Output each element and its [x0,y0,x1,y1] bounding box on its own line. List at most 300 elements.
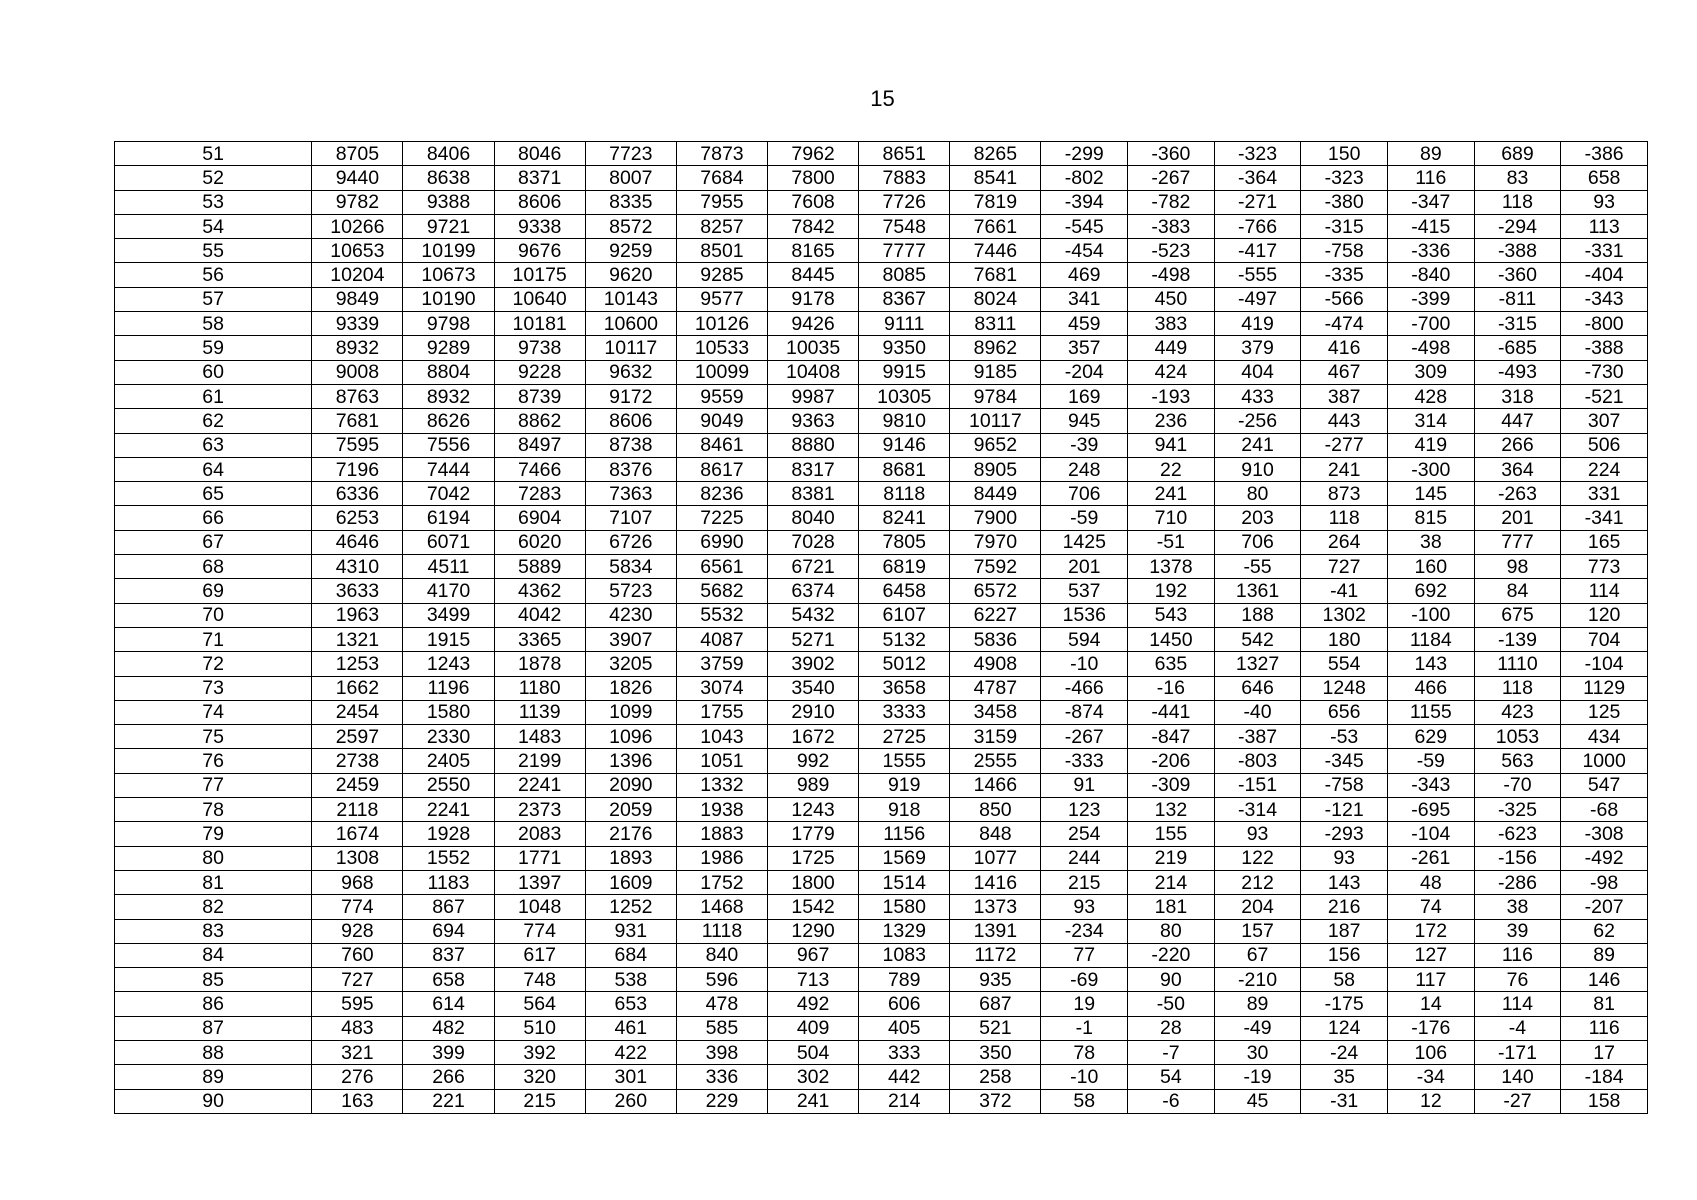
table-cell: 2241 [403,798,494,822]
table-cell: 7028 [768,530,859,554]
table-cell: 7661 [950,214,1041,238]
table-cell: 967 [768,943,859,967]
table-cell: -498 [1128,263,1215,287]
table-cell: 8445 [768,263,859,287]
table-cell: 547 [1561,773,1648,797]
table-cell: 8367 [859,287,950,311]
table-cell: 3333 [859,700,950,724]
table-cell: 9178 [768,287,859,311]
table-cell: 163 [312,1089,403,1113]
table-cell: 848 [950,822,1041,846]
table-cell: 307 [1561,409,1648,433]
table-cell: 8497 [494,433,585,457]
table-cell: -545 [1041,214,1128,238]
table-cell: -68 [1561,798,1648,822]
table-cell: 90 [1128,968,1215,992]
table-cell: -50 [1128,992,1215,1016]
table-row [115,142,1648,166]
table-cell: 2373 [494,798,585,822]
table-cell: 2118 [312,798,403,822]
table-cell: 727 [312,968,403,992]
table-cell: 1542 [768,895,859,919]
table-cell: 165 [1561,530,1648,554]
table-cell: 180 [1301,627,1388,651]
table-cell: 629 [1388,725,1475,749]
table-cell: 187 [1301,919,1388,943]
row-label-cell: 76 [115,749,312,773]
table-cell: 1483 [494,725,585,749]
table-cell: 1139 [494,700,585,724]
table-cell: 9810 [859,409,950,433]
table-cell: 258 [950,1065,1041,1089]
table-cell: 1252 [585,895,676,919]
table-cell: -24 [1301,1040,1388,1064]
table-cell: -800 [1561,312,1648,336]
table-cell: 506 [1561,433,1648,457]
table-cell: 1172 [950,943,1041,967]
table-cell: 6253 [312,506,403,530]
table-cell: 7556 [403,433,494,457]
table-cell: 3205 [585,652,676,676]
table-cell: 35 [1301,1065,1388,1089]
table-cell: 39 [1474,919,1561,943]
table-cell: 1752 [676,870,767,894]
table-cell: -782 [1128,190,1215,214]
table-cell: 9388 [403,190,494,214]
table-cell: 160 [1388,555,1475,579]
table-cell: 1938 [676,798,767,822]
table-cell: -399 [1388,287,1475,311]
table-cell: 5682 [676,579,767,603]
table-cell: 7446 [950,239,1041,263]
table-cell: 564 [494,992,585,1016]
table-cell: 30 [1214,1040,1301,1064]
table-cell: 7444 [403,457,494,481]
table-cell: 67 [1214,943,1301,967]
table-cell: 116 [1388,166,1475,190]
table-cell: 12 [1388,1089,1475,1113]
table-cell: -623 [1474,822,1561,846]
table-cell: 8606 [585,409,676,433]
table-cell: -1 [1041,1016,1128,1040]
table-cell: 617 [494,943,585,967]
table-cell: 1883 [676,822,767,846]
table-cell: 1397 [494,870,585,894]
table-cell: 117 [1388,968,1475,992]
table-cell: -360 [1128,142,1215,166]
table-cell: -204 [1041,360,1128,384]
row-label-cell: 73 [115,676,312,700]
table-cell: -323 [1214,142,1301,166]
table-cell: 9350 [859,336,950,360]
table-cell: 9146 [859,433,950,457]
table-cell: 5132 [859,627,950,651]
table-cell: 204 [1214,895,1301,919]
table-cell: 1129 [1561,676,1648,700]
row-label-cell: 66 [115,506,312,530]
table-cell: 241 [1214,433,1301,457]
table-row [115,603,1648,627]
table-cell: 155 [1128,822,1215,846]
table-cell: 483 [312,1016,403,1040]
table-cell: 4511 [403,555,494,579]
table-cell: 1963 [312,603,403,627]
table-cell: -840 [1388,263,1475,287]
table-cell: 910 [1214,457,1301,481]
table-cell: 1674 [312,822,403,846]
table-cell: 748 [494,968,585,992]
table-cell: -19 [1214,1065,1301,1089]
table-cell: 7726 [859,190,950,214]
table-cell: 7608 [768,190,859,214]
table-cell: 1725 [768,846,859,870]
table-cell: -380 [1301,190,1388,214]
table-cell: 1302 [1301,603,1388,627]
table-cell: 10640 [494,287,585,311]
table-cell: 93 [1301,846,1388,870]
table-cell: 17 [1561,1040,1648,1064]
table-cell: 9738 [494,336,585,360]
table-cell: -315 [1474,312,1561,336]
table-cell: -286 [1474,870,1561,894]
table-cell: -40 [1214,700,1301,724]
table-cell: -206 [1128,749,1215,773]
table-cell: 10117 [585,336,676,360]
table-cell: -811 [1474,287,1561,311]
table-cell: 1043 [676,725,767,749]
table-cell: 9259 [585,239,676,263]
table-cell: 123 [1041,798,1128,822]
table-cell: -294 [1474,214,1561,238]
table-cell: 478 [676,992,767,1016]
row-label-cell: 88 [115,1040,312,1064]
table-cell: 8905 [950,457,1041,481]
table-cell: 7283 [494,482,585,506]
table-cell: -345 [1301,749,1388,773]
table-cell: 181 [1128,895,1215,919]
table-row [115,652,1648,676]
table-cell: 125 [1561,700,1648,724]
table-cell: -193 [1128,384,1215,408]
row-label-cell: 51 [115,142,312,166]
row-label-cell: 84 [115,943,312,967]
table-cell: 447 [1474,409,1561,433]
row-label-cell: 60 [115,360,312,384]
table-cell: 2405 [403,749,494,773]
table-row [115,384,1648,408]
table-row [115,700,1648,724]
table-cell: 2550 [403,773,494,797]
table-cell: 658 [403,968,494,992]
table-cell: 214 [859,1089,950,1113]
table-cell: 1290 [768,919,859,943]
table-cell: 941 [1128,433,1215,457]
table-cell: -207 [1561,895,1648,919]
table-cell: 379 [1214,336,1301,360]
table-cell: 1327 [1214,652,1301,676]
row-label-cell: 69 [115,579,312,603]
table-cell: 8626 [403,409,494,433]
table-cell: 302 [768,1065,859,1089]
table-cell: 542 [1214,627,1301,651]
table-cell: 116 [1474,943,1561,967]
table-cell: 8572 [585,214,676,238]
table-cell: 266 [403,1065,494,1089]
table-cell: 492 [768,992,859,1016]
table-cell: 1155 [1388,700,1475,724]
table-cell: 244 [1041,846,1128,870]
table-cell: 1425 [1041,530,1128,554]
table-row [115,968,1648,992]
table-cell: 704 [1561,627,1648,651]
table-cell: 10533 [676,336,767,360]
table-cell: -51 [1128,530,1215,554]
table-cell: 6726 [585,530,676,554]
table-cell: 10099 [676,360,767,384]
table-cell: 7962 [768,142,859,166]
table-cell: 1580 [403,700,494,724]
table-cell: -263 [1474,482,1561,506]
table-cell: 132 [1128,798,1215,822]
table-cell: 8541 [950,166,1041,190]
table-cell: 3907 [585,627,676,651]
table-row [115,166,1648,190]
table-row [115,506,1648,530]
table-cell: 614 [403,992,494,1016]
table-cell: 1416 [950,870,1041,894]
table-cell: 7196 [312,457,403,481]
table-cell: 6572 [950,579,1041,603]
table-cell: 10204 [312,263,403,287]
table-cell: 405 [859,1016,950,1040]
table-cell: -100 [1388,603,1475,627]
table-cell: -343 [1388,773,1475,797]
table-cell: -474 [1301,312,1388,336]
table-cell: 1536 [1041,603,1128,627]
table-cell: 1048 [494,895,585,919]
table-cell: 219 [1128,846,1215,870]
row-label-cell: 83 [115,919,312,943]
table-cell: 656 [1301,700,1388,724]
table-cell: 320 [494,1065,585,1089]
table-cell: 7684 [676,166,767,190]
table-cell: 77 [1041,943,1128,967]
table-cell: 2241 [494,773,585,797]
table-cell: 7955 [676,190,767,214]
table-cell: -315 [1301,214,1388,238]
table-cell: 10266 [312,214,403,238]
table-cell: 10126 [676,312,767,336]
table-row [115,214,1648,238]
table-cell: -27 [1474,1089,1561,1113]
table-cell: 482 [403,1016,494,1040]
table-cell: -156 [1474,846,1561,870]
table-cell: 8046 [494,142,585,166]
table-row [115,798,1648,822]
table-cell: 89 [1561,943,1648,967]
table-row [115,992,1648,1016]
table-cell: 4230 [585,603,676,627]
table-cell: 6904 [494,506,585,530]
table-cell: 7042 [403,482,494,506]
table-cell: 9652 [950,433,1041,457]
table-cell: -34 [1388,1065,1475,1089]
row-label-cell: 53 [115,190,312,214]
table-cell: 236 [1128,409,1215,433]
table-cell: 9782 [312,190,403,214]
table-cell: 4787 [950,676,1041,700]
table-cell: 383 [1128,312,1215,336]
table-cell: 276 [312,1065,403,1089]
table-cell: 8804 [403,360,494,384]
table-cell: 466 [1388,676,1475,700]
table-cell: 935 [950,968,1041,992]
table-cell: 1118 [676,919,767,943]
table-cell: -6 [1128,1089,1215,1113]
table-cell: 260 [585,1089,676,1113]
table-cell: 504 [768,1040,859,1064]
table-cell: 321 [312,1040,403,1064]
table-cell: 2199 [494,749,585,773]
table-cell: -4 [1474,1016,1561,1040]
table-cell: 140 [1474,1065,1561,1089]
table-cell: -16 [1128,676,1215,700]
table-cell: 9849 [312,287,403,311]
row-label-cell: 74 [115,700,312,724]
table-cell: 710 [1128,506,1215,530]
table-cell: 118 [1301,506,1388,530]
table-cell: 203 [1214,506,1301,530]
table-cell: -388 [1561,336,1648,360]
table-cell: 6071 [403,530,494,554]
table-cell: -267 [1128,166,1215,190]
table-cell: -566 [1301,287,1388,311]
table-cell: 594 [1041,627,1128,651]
table-cell: 423 [1474,700,1561,724]
table-cell: 1552 [403,846,494,870]
table-cell: 241 [1301,457,1388,481]
table-cell: 1196 [403,676,494,700]
table-cell: -341 [1561,506,1648,530]
table-cell: 38 [1474,895,1561,919]
table-cell: 1184 [1388,627,1475,651]
table-cell: 449 [1128,336,1215,360]
table-cell: 3759 [676,652,767,676]
table-cell: 114 [1561,579,1648,603]
table-cell: 595 [312,992,403,1016]
table-cell: 28 [1128,1016,1215,1040]
table-cell: -335 [1301,263,1388,287]
table-cell: 7883 [859,166,950,190]
table-cell: 336 [676,1065,767,1089]
table-cell: 2083 [494,822,585,846]
table-cell: 3159 [950,725,1041,749]
table-cell: 469 [1041,263,1128,287]
table-cell: 1180 [494,676,585,700]
table-cell: 2738 [312,749,403,773]
row-label-cell: 78 [115,798,312,822]
table-cell: 7595 [312,433,403,457]
table-cell: 10181 [494,312,585,336]
table-cell: -555 [1214,263,1301,287]
table-cell: -300 [1388,457,1475,481]
table-cell: 7819 [950,190,1041,214]
table-cell: 309 [1388,360,1475,384]
table-cell: 38 [1388,530,1475,554]
table-cell: 467 [1301,360,1388,384]
table-cell: -59 [1041,506,1128,530]
row-label-cell: 80 [115,846,312,870]
table-cell: 706 [1214,530,1301,554]
table-row [115,336,1648,360]
table-cell: 9784 [950,384,1041,408]
table-cell: 3499 [403,603,494,627]
table-cell: 98 [1474,555,1561,579]
table-cell: -700 [1388,312,1475,336]
table-cell: 585 [676,1016,767,1040]
table-cell: 172 [1388,919,1475,943]
table-cell: -343 [1561,287,1648,311]
table-cell: 10653 [312,239,403,263]
table-cell: 8381 [768,482,859,506]
table-cell: 8024 [950,287,1041,311]
table-cell: 8932 [403,384,494,408]
table-cell: 8638 [403,166,494,190]
table-cell: -184 [1561,1065,1648,1089]
table-cell: 4042 [494,603,585,627]
table-cell: 54 [1128,1065,1215,1089]
table-cell: 404 [1214,360,1301,384]
table-cell: 6990 [676,530,767,554]
table-cell: 83 [1474,166,1561,190]
table-cell: 1051 [676,749,767,773]
table-cell: 76 [1474,968,1561,992]
table-cell: 1609 [585,870,676,894]
table-cell: 214 [1128,870,1215,894]
table-cell: -333 [1041,749,1128,773]
table-cell: 9987 [768,384,859,408]
table-cell: -10 [1041,1065,1128,1089]
table-cell: 7363 [585,482,676,506]
table-cell: -336 [1388,239,1475,263]
row-label-cell: 68 [115,555,312,579]
table-cell: 8449 [950,482,1041,506]
table-cell: 8932 [312,336,403,360]
row-label-cell: 64 [115,457,312,481]
row-label-cell: 59 [115,336,312,360]
row-label-cell: 54 [115,214,312,238]
table-cell: 331 [1561,482,1648,506]
table-cell: 2459 [312,773,403,797]
row-label-cell: 85 [115,968,312,992]
table-cell: 9676 [494,239,585,263]
table-cell: 4310 [312,555,403,579]
table-cell: 74 [1388,895,1475,919]
table-cell: 7548 [859,214,950,238]
table-cell: -234 [1041,919,1128,943]
table-cell: -360 [1474,263,1561,287]
row-label-cell: 57 [115,287,312,311]
table-cell: 8236 [676,482,767,506]
table-row [115,749,1648,773]
table-cell: 2176 [585,822,676,846]
table-cell: 675 [1474,603,1561,627]
table-row [115,457,1648,481]
table-cell: 1378 [1128,555,1215,579]
table-cell: 428 [1388,384,1475,408]
table-cell: 158 [1561,1089,1648,1113]
table-cell: 9363 [768,409,859,433]
